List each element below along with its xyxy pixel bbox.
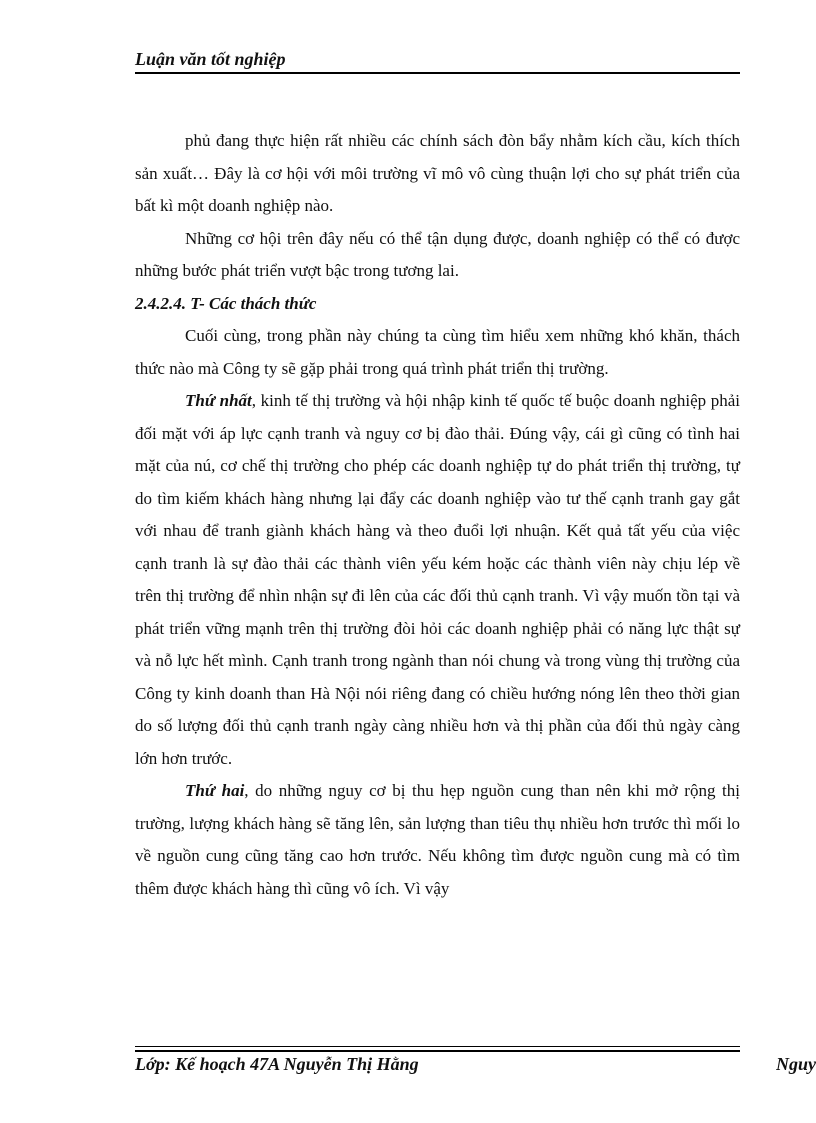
paragraph-second-challenge <box>135 775 740 905</box>
first-challenge-body: , kinh tế thị trường và hội nhập kinh tế quốc tế buộc doanh nghiệp phải đối mặt với áp lực cạnh tranh và nguy cơ bị đào thải. Đúng vậy, cái gì cũng có tình hai mặt của nú, cơ chế thị trường cho phép các doanh nghiệp tự do phát triển thị trường, tự do tìm kiếm khách hàng nhưng lại đẩy các doanh nghiệp vào tư thế cạnh tranh gay gắt với nhau để tranh giành khách hàng và theo đuổi lợi nhuận. Kết quả tất yếu của việc cạnh tranh là sự đào thải các thành viên yếu kém hoặc các thành viên này chịu lép về trên thị trường để nhìn nhận sự đi lên của các đối thủ cạnh tranh. Vì vậy muốn tồn tại và phát triển vững mạnh trên thị trường đòi hỏi các doanh nghiệp phải có năng lực thật sự và nỗ lực hết mình. Cạnh tranh trong ngành than nói chung và trong vùng thị trường của Công ty kinh doanh than Hà Nội nói riêng đang có chiều hướng nóng lên theo thời gian do số lượng đối thủ cạnh tranh ngày càng nhiều hơn và thị phần của đối thủ ngày càng lớn hơn trước. <box>135 391 741 768</box>
paragraph-first-challenge <box>135 385 740 775</box>
footer-divider-thin <box>135 1046 740 1047</box>
footer-divider-thick <box>135 1050 740 1052</box>
document-body <box>135 125 740 905</box>
first-challenge-lead: Thứ nhất <box>185 391 252 410</box>
section-heading: 2.4.2.4. T- Các thách thức <box>135 293 317 313</box>
second-challenge-body: , do những nguy cơ bị thu hẹp nguồn cung than nên khi mở rộng thị trường, lượng khách hàng sẽ tăng lên, sản lượng than tiêu thụ nhiều hơn trước thì mối lo về nguồn cung cũng tăng cao hơn trước. Nếu không tìm được nguồn cung mà có tìm thêm được khách hàng thì cũng vô ích. Vì vậy <box>135 781 740 898</box>
header-title: Luận văn tốt nghiệp <box>135 49 286 69</box>
paragraph-challenges-intro: Cuối cùng, trong phần này chúng ta cùng tìm hiểu xem những khó khăn, thách thức nào mà Công ty sẽ gặp phải trong quá trình phát triển thị trường. <box>135 326 740 378</box>
paragraph-opportunities-summary: Những cơ hội trên đây nếu có thể tận dụng được, doanh nghiệp có thể có được những bước phát triển vượt bậc trong tương lai. <box>135 228 740 280</box>
footer-cutoff-text: Nguy <box>776 1054 816 1074</box>
second-challenge-lead: Thứ hai <box>185 781 245 800</box>
footer-class-author: Lớp: Kế hoạch 47A Nguyễn Thị Hằng <box>135 1054 419 1074</box>
page-header <box>135 48 740 74</box>
paragraph-opportunities-continued: phủ đang thực hiện rất nhiều các chính sách đòn bẩy nhằm kích cầu, kích thích sản xuất… Đây là cơ hội với môi trường vĩ mô vô cùng thuận lợi cho sự phát triển của bất kì một doanh nghiệp nào. <box>135 131 740 215</box>
